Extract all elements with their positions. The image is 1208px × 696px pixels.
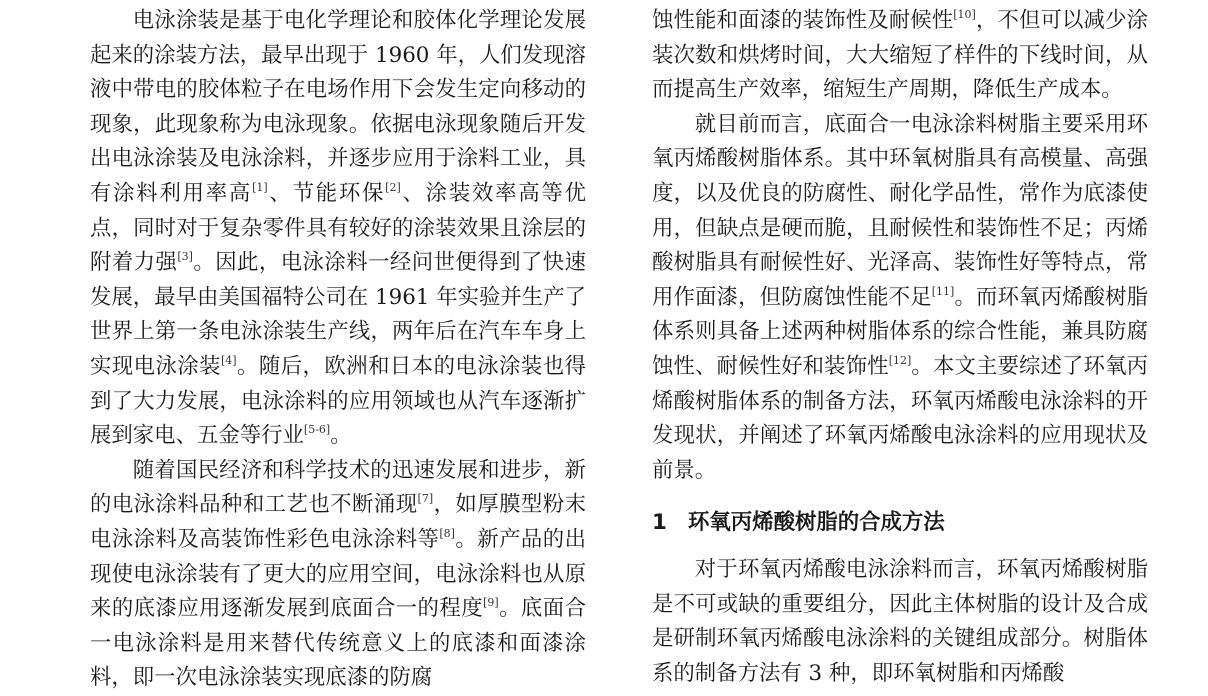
citation: [2]: [385, 180, 401, 194]
section-title: 环氧丙烯酸树脂的合成方法: [688, 510, 945, 536]
text-run: 就目前而言，底面合一电泳涂料树脂主要采用环氧丙烯酸树脂体系。其中环氧树脂具有高模量、高强度，以及优良的防腐性、耐化学品性，常作为底漆使用，但缺点是硬而脆，且耐候性和装饰性不足；丙烯酸树脂具有耐候性好、光泽高、装饰性好等特点，常用作面漆，但防腐蚀性能不足: [652, 111, 1148, 310]
text-run: 。本文主要综述了环氧丙烯酸树脂体系的制备方法，环氧丙烯酸电泳涂料的开发现状，并阐述了环氧丙烯酸电泳涂料的应用现状及前景。: [652, 353, 1148, 483]
left-paragraph-2: [90, 454, 586, 696]
right-paragraph-3: [652, 553, 1148, 691]
text-run: 蚀性能和面漆的装饰性及耐候性: [652, 8, 954, 33]
text-run: 电泳涂装是基于电化学理论和胶体化学理论发展起来的涂装方法，最早出现于 1960 年，人们发现溶液中带电的胶体粒子在电场作用下会发生定向移动的现象，此现象称为电泳现象。依据电泳现象随后开发出电泳涂装及电泳涂料，并逐步应用于涂料工业，具有涂料利用率高: [90, 8, 586, 206]
text-run: 。底面合一电泳涂料是用来替代传统意义上的底漆和面漆涂料，即一次电泳涂装实现底漆的防腐: [90, 596, 586, 691]
text-run: 。随后，欧洲和日本的电泳涂装也得到了大力发展，电泳涂料的应用领域也从汽车逐渐扩展到家电、五金等行业: [90, 353, 586, 449]
text-run: 。而环氧丙烯酸树脂体系则具备上述两种树脂体系的综合性能，兼具防腐蚀性、耐候性好和装饰性: [652, 284, 1148, 379]
text-run: 。新产品的出现使电泳涂装有了更大的应用空间，电泳涂料也从原来的底漆应用逐渐发展到底面合一的程度: [90, 526, 586, 622]
citation: [11]: [931, 284, 955, 298]
text-run: 随着国民经济和科学技术的迅速发展和进步，新的电泳涂料品种和工艺也不断涌现: [90, 457, 586, 518]
text-run: ，如厚膜型粉末电泳涂料及高装饰性彩色电泳涂料等: [90, 492, 586, 552]
text-run: ，不但可以减少涂装次数和烘烤时间，大大缩短了样件的下线时间，从而提高生产效率，缩短生产周期，降低生产成本。: [652, 8, 1148, 103]
section-heading: [652, 506, 1148, 541]
text-run: 、涂装效率高等优点，同时对于复杂零件具有较好的涂装效果且涂层的附着力强: [90, 180, 586, 276]
left-paragraph-1: [90, 4, 586, 454]
text-run: 、节能环保: [267, 180, 386, 206]
citation: [4]: [221, 353, 237, 367]
citation: [7]: [417, 492, 434, 506]
text-run: 对于环氧丙烯酸电泳涂料而言，环氧丙烯酸树脂是不可或缺的重要组分，因此主体树脂的设计及合成是研制环氧丙烯酸电泳涂料的关键组成部分。树脂体系的制备方法有 3 种，即环氧树脂和丙烯酸: [652, 556, 1148, 686]
text-run: 。因此，电泳涂料一经问世便得到了快速发展，最早由美国福特公司在 1961 年实验并生产了世界上第一条电泳涂装生产线，两年后在汽车车身上实现电泳涂装: [90, 250, 586, 379]
citation: [5-6]: [303, 423, 331, 437]
citation: [10]: [953, 8, 976, 21]
citation: [1]: [252, 180, 268, 194]
left-column: [90, 4, 586, 696]
right-paragraph-2: [652, 108, 1148, 489]
citation: [9]: [483, 596, 499, 610]
citation: [8]: [439, 526, 455, 540]
citation: [3]: [177, 250, 193, 264]
section-number: 1: [652, 510, 667, 536]
text-run: 。: [330, 423, 352, 449]
right-column: [652, 4, 1148, 691]
right-paragraph-1: [652, 4, 1148, 108]
citation: [12]: [888, 353, 912, 367]
